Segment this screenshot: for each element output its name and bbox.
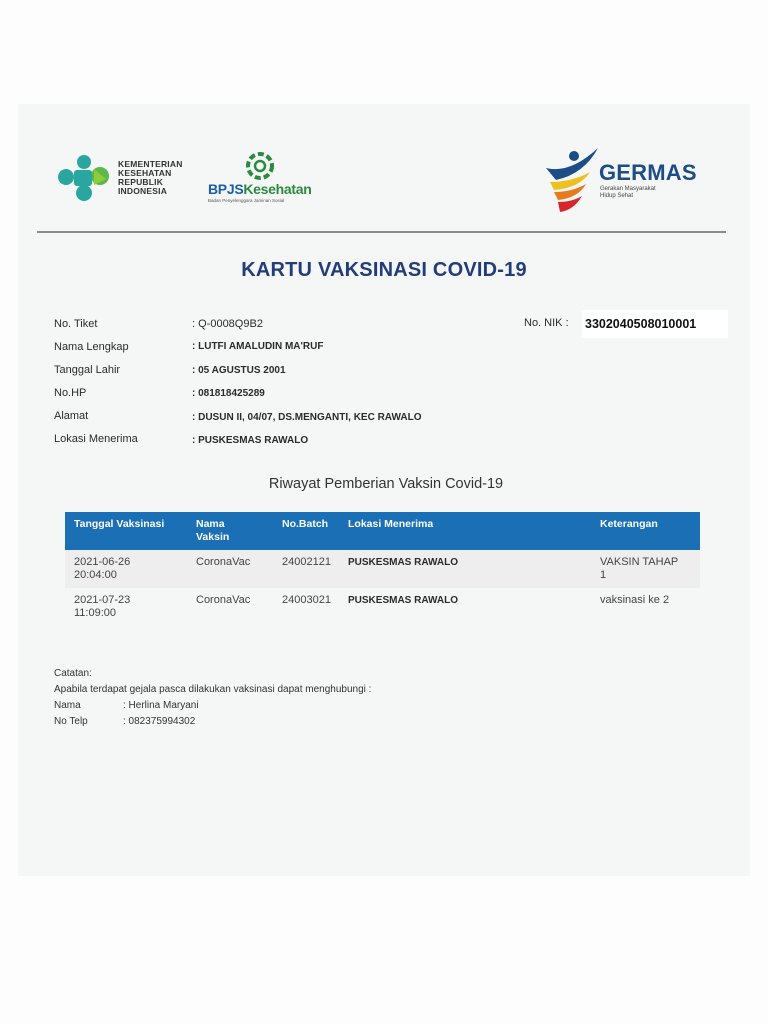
history-title: Riwayat Pemberian Vaksin Covid-19 [268, 476, 504, 492]
cell-remarks [600, 556, 695, 582]
germas-tagline [600, 186, 656, 200]
column-header-batch: No.Batch [282, 518, 329, 530]
column-header-vaccine-line: Vaksin [196, 531, 230, 543]
cell-date-day: 2021-07-23 [74, 594, 131, 606]
cell-date-time: 11:09:00 [74, 607, 117, 619]
cell-date-time: 20:04:00 [74, 569, 117, 581]
cell-remarks-line: VAKSIN TAHAP [600, 556, 679, 568]
bpjs-name [208, 181, 311, 197]
address-value: : DUSUN II, 04/07, DS.MENGANTI, KEC RAWALO [192, 412, 422, 423]
cell-location: PUSKESMAS RAWALO [348, 595, 459, 606]
table-row [65, 550, 700, 588]
vaccination-history-table [65, 512, 700, 626]
column-header-vaccine [196, 518, 276, 544]
nik-value: 3302040508010001 [582, 310, 728, 338]
column-header-date: Tanggal Vaksinasi [74, 518, 165, 530]
cell-vaccine: CoronaVac [196, 556, 251, 568]
cell-date [74, 556, 184, 582]
kemenkes-wordmark [118, 160, 183, 196]
cell-date-day: 2021-06-26 [74, 556, 131, 568]
bpjs-prefix: BPJS [208, 181, 244, 197]
cell-batch: 24002121 [282, 556, 331, 568]
location-label: Lokasi Menerima [54, 433, 138, 445]
kemenkes-line: KEMENTERIAN [118, 159, 183, 169]
cell-date [74, 594, 184, 620]
notes-text: Apabila terdapat gejala pasca dilakukan vaksinasi dapat menghubungi : [54, 684, 372, 695]
germas-title: GERMAS [599, 160, 697, 185]
cell-remarks-line: 1 [600, 569, 607, 581]
contact-phone-value: : 082375994302 [123, 716, 196, 727]
germas-tagline-line: Gerakan Masyarakat [600, 186, 656, 192]
contact-name-label: Nama [54, 700, 81, 711]
bpjs-wordmark [208, 181, 311, 203]
nik-label: No. NIK : [524, 317, 569, 329]
cell-location: PUSKESMAS RAWALO [348, 557, 459, 568]
bpjs-suffix: Kesehatan [243, 181, 312, 197]
cell-vaccine: CoronaVac [196, 594, 251, 606]
cell-remarks-line: vaksinasi ke 2 [600, 594, 670, 606]
phone-label: No.HP [54, 387, 87, 399]
table-header [65, 512, 700, 550]
page-title: KARTU VAKSINASI COVID-19 [241, 259, 527, 281]
ticket-label: No. Tiket [54, 318, 98, 330]
kemenkes-line: KESEHATAN [118, 168, 172, 178]
germas-tagline-line: Hidup Sehat [600, 193, 634, 199]
birth-date-label: Tanggal Lahir [54, 364, 121, 376]
contact-name-value: : Herlina Maryani [123, 700, 199, 711]
location-value: : PUSKESMAS RAWALO [192, 435, 309, 446]
bpjs-logo-icon [243, 152, 277, 180]
germas-logo-icon [540, 144, 602, 214]
full-name-value: : LUTFI AMALUDIN MA'RUF [192, 341, 324, 352]
column-header-remarks: Keterangan [600, 518, 658, 530]
full-name-label: Nama Lengkap [54, 341, 129, 353]
ticket-value: : Q-0008Q9B2 [192, 318, 263, 330]
bpjs-tagline: Badan Penyelenggara Jaminan Sosial [208, 198, 285, 203]
column-header-location: Lokasi Menerima [348, 518, 434, 530]
phone-value: : 081818425289 [192, 388, 265, 399]
table-row [65, 588, 700, 626]
kemenkes-logo-icon [54, 153, 112, 205]
kemenkes-line: REPUBLIK [118, 177, 164, 187]
header-divider [37, 231, 726, 233]
cell-remarks [600, 594, 695, 607]
contact-phone-label: No Telp [54, 716, 88, 727]
notes-heading: Catatan: [54, 668, 92, 679]
column-header-vaccine-line: Nama [196, 518, 225, 530]
kemenkes-line: INDONESIA [118, 186, 168, 196]
cell-batch: 24003021 [282, 594, 331, 606]
address-label: Alamat [54, 410, 89, 422]
birth-date-value: : 05 AGUSTUS 2001 [192, 365, 286, 376]
